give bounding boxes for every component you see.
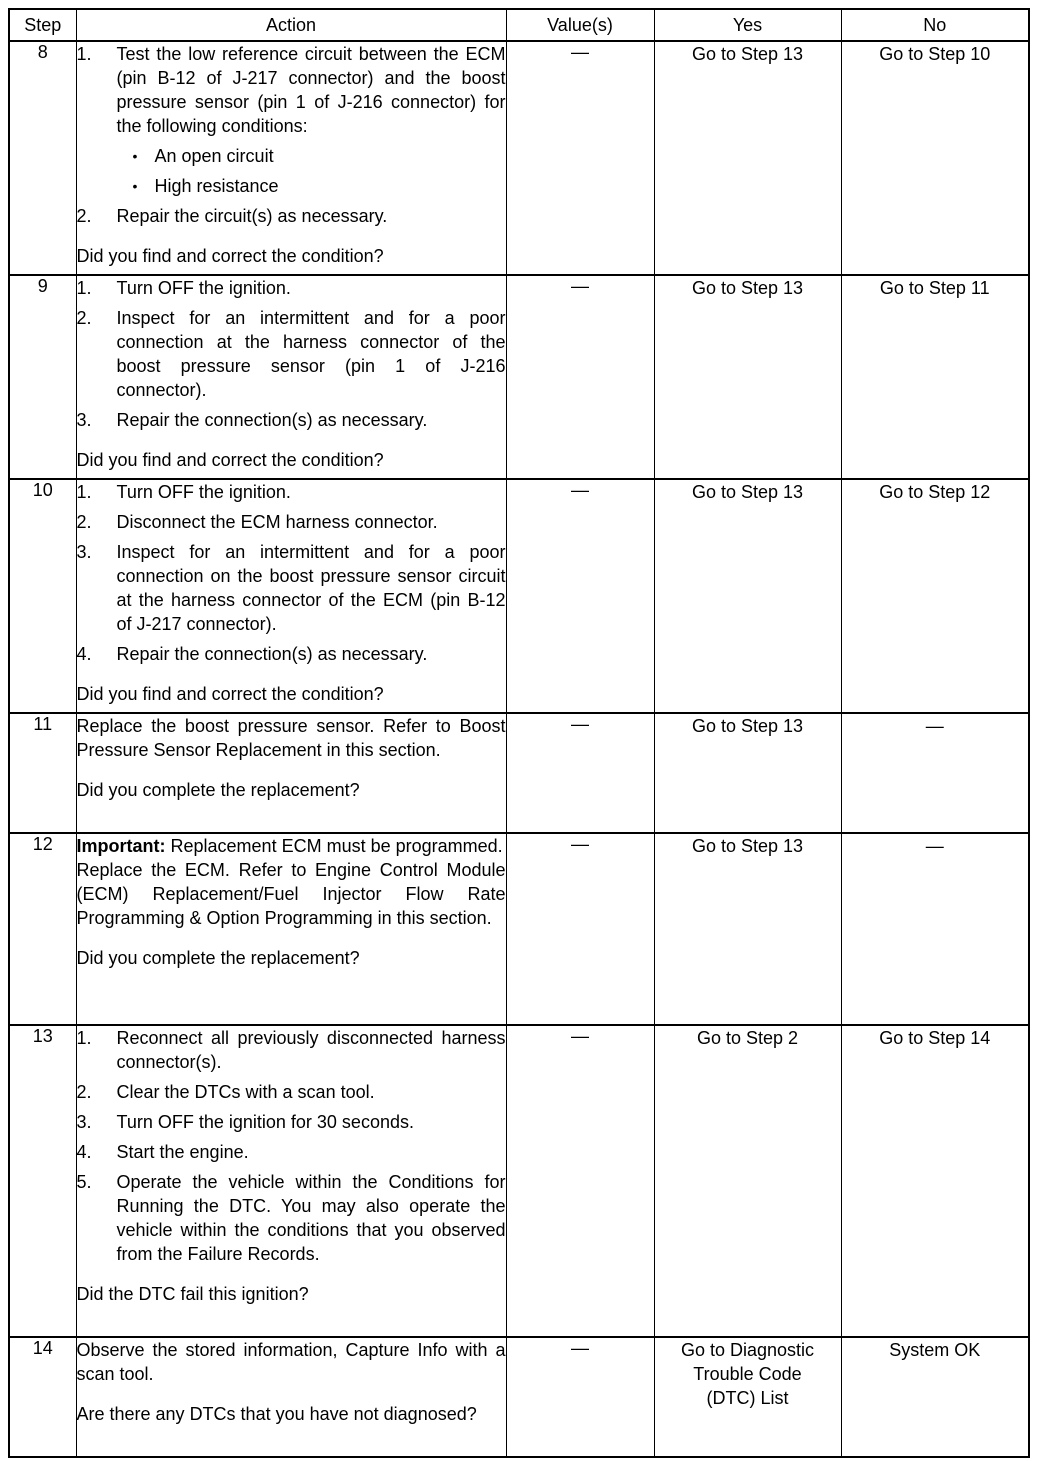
bullet-item	[133, 144, 506, 168]
value-cell: —	[506, 275, 654, 479]
list-item	[77, 1170, 506, 1266]
action-cell	[76, 1337, 506, 1457]
table-row	[9, 41, 1029, 275]
step-number: 9	[9, 275, 76, 479]
yes-cell: Go to Step 13	[654, 713, 841, 833]
list-item	[77, 510, 506, 534]
list-number: 3.	[76, 410, 92, 430]
table-row	[9, 275, 1029, 479]
instruction-text: Observe the stored information, Capture Info with a scan tool.	[76, 1340, 506, 1384]
list-text: Operate the vehicle within the Conditions for Running the DTC. You may also operate the vehicle within the conditions that you observed from the Failure Records.	[116, 1172, 506, 1264]
bullet-text: An open circuit	[154, 146, 274, 166]
table-row	[9, 479, 1029, 713]
bullet-list	[77, 144, 506, 198]
list-number: 4.	[76, 1142, 92, 1162]
value-cell: —	[506, 1025, 654, 1337]
question-text: Did you find and correct the condition?	[76, 684, 384, 704]
action-cell	[76, 275, 506, 479]
list-text: Inspect for an intermittent and for a poor connection on the boost pressure sensor circuit at the harness connector of the ECM (pin B-12 of J-217 connector).	[116, 542, 506, 634]
list-text: Turn OFF the ignition for 30 seconds.	[116, 1112, 414, 1132]
instruction-text: Replace the ECM. Refer to Engine Control Module (ECM) Replacement/Fuel Injector Flow Rate Programming & Option Programming in this section.	[76, 860, 506, 928]
step-number: 10	[9, 479, 76, 713]
yes-cell: Go to Step 13	[654, 833, 841, 1025]
table-row	[9, 1025, 1029, 1337]
yes-cell: Go to Step 13	[654, 41, 841, 275]
question-text: Did you complete the replacement?	[76, 780, 360, 800]
question-text: Did you complete the replacement?	[76, 948, 360, 968]
value-cell: —	[506, 713, 654, 833]
diagnostic-table	[8, 8, 1030, 1458]
instruction-text: Replace the boost pressure sensor. Refer to Boost Pressure Sensor Replacement in this section.	[76, 716, 506, 760]
bullet-text: High resistance	[154, 176, 279, 196]
list-item	[77, 408, 506, 432]
list-text: Repair the circuit(s) as necessary.	[116, 206, 388, 226]
question-text: Are there any DTCs that you have not diagnosed?	[76, 1404, 477, 1424]
important-text: Replacement ECM must be programmed.	[170, 836, 503, 856]
list-item	[77, 480, 506, 504]
no-cell: —	[841, 713, 1029, 833]
list-number: 4.	[76, 644, 92, 664]
yes-cell: Go to Step 13	[654, 479, 841, 713]
no-cell: Go to Step 12	[841, 479, 1029, 713]
list-number: 2.	[76, 1082, 92, 1102]
action-cell	[76, 479, 506, 713]
list-text: Test the low reference circuit between the ECM (pin B-12 of J-217 connector) and the boost pressure sensor (pin 1 of J-216 connector) for the following conditions:	[116, 44, 506, 136]
question-text: Did the DTC fail this ignition?	[76, 1284, 309, 1304]
list-number: 3.	[76, 1112, 92, 1132]
step-number: 12	[9, 833, 76, 1025]
no-cell: Go to Step 11	[841, 275, 1029, 479]
yes-cell: Go to Diagnostic Trouble Code (DTC) List	[654, 1337, 841, 1457]
header-no: No	[841, 9, 1029, 41]
bullet-icon: •	[132, 178, 138, 194]
list-number: 5.	[76, 1172, 92, 1192]
value-cell: —	[506, 833, 654, 1025]
list-text: Repair the connection(s) as necessary.	[116, 644, 428, 664]
table-row	[9, 833, 1029, 1025]
list-number: 3.	[76, 542, 92, 562]
list-number: 1.	[76, 44, 92, 64]
important-note	[77, 834, 506, 858]
list-number: 1.	[76, 482, 92, 502]
list-text: Start the engine.	[116, 1142, 249, 1162]
header-row	[9, 9, 1029, 41]
list-item	[77, 306, 506, 402]
list-item	[77, 276, 506, 300]
table-row	[9, 713, 1029, 833]
list-text: Turn OFF the ignition.	[116, 482, 291, 502]
action-cell	[76, 1025, 506, 1337]
list-item	[77, 204, 506, 228]
yes-cell: Go to Step 2	[654, 1025, 841, 1337]
header-yes: Yes	[654, 9, 841, 41]
step-number: 14	[9, 1337, 76, 1457]
value-cell: —	[506, 41, 654, 275]
list-item	[77, 1026, 506, 1074]
list-item	[77, 1080, 506, 1104]
step-number: 11	[9, 713, 76, 833]
bullet-icon: •	[132, 148, 138, 164]
question-text: Did you find and correct the condition?	[76, 450, 384, 470]
important-label: Important:	[76, 836, 166, 856]
list-number: 1.	[76, 1028, 92, 1048]
step-number: 13	[9, 1025, 76, 1337]
table-row	[9, 1337, 1029, 1457]
value-cell: —	[506, 1337, 654, 1457]
header-action: Action	[76, 9, 506, 41]
list-number: 2.	[76, 206, 92, 226]
list-text: Turn OFF the ignition.	[116, 278, 291, 298]
no-cell: Go to Step 10	[841, 41, 1029, 275]
no-cell: —	[841, 833, 1029, 1025]
list-text: Disconnect the ECM harness connector.	[116, 512, 438, 532]
list-text: Repair the connection(s) as necessary.	[116, 410, 428, 430]
action-cell	[76, 41, 506, 275]
list-item	[77, 1140, 506, 1164]
value-cell: —	[506, 479, 654, 713]
bullet-item	[133, 174, 506, 198]
header-values: Value(s)	[506, 9, 654, 41]
question-text: Did you find and correct the condition?	[76, 246, 384, 266]
list-number: 2.	[76, 308, 92, 328]
list-number: 1.	[76, 278, 92, 298]
yes-cell: Go to Step 13	[654, 275, 841, 479]
action-cell	[76, 833, 506, 1025]
step-number: 8	[9, 41, 76, 275]
no-cell: Go to Step 14	[841, 1025, 1029, 1337]
header-step: Step	[9, 9, 76, 41]
list-item	[77, 642, 506, 666]
list-text: Inspect for an intermittent and for a poor connection at the harness connector of the boost pressure sensor (pin 1 of J-216 connector).	[116, 308, 506, 400]
no-cell: System OK	[841, 1337, 1029, 1457]
list-item	[77, 42, 506, 138]
list-text: Reconnect all previously disconnected harness connector(s).	[116, 1028, 506, 1072]
list-number: 2.	[76, 512, 92, 532]
action-cell	[76, 713, 506, 833]
list-text: Clear the DTCs with a scan tool.	[116, 1082, 375, 1102]
list-item	[77, 540, 506, 636]
list-item	[77, 1110, 506, 1134]
